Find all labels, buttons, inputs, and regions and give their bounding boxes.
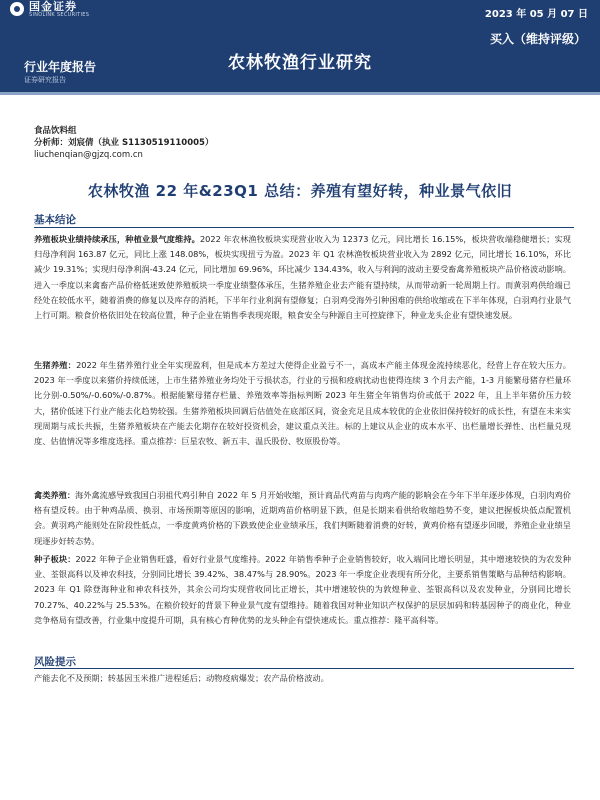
paragraph-body: 海外禽流感导致我国白羽祖代鸡引种自 2022 年 5 月开始收缩，预计商品代鸡苗与肉鸡产能的影响会在今年下半年逐步体现，白羽肉鸡价格有望反转。由于种鸡品质、换羽、市场预期等原因的影响，近期鸡苗价格明显下跌，但是长期来看供给收缩趋势不变，建议把握板块低点配置机会。黄羽鸡产能则处在阶段性低点，一季度黄鸡价格的下跌致使企业业绩承压，我们判断随着消费的好转，黄鸡价格有望逐步回暖，养殖企业业绩呈现逐步好转态势。 [34,490,571,546]
analyst-info [34,125,213,161]
paragraph-lead: 禽类养殖： [34,490,76,500]
logo-icon [10,2,24,16]
section-rule [34,668,574,669]
paragraph-risk: 产能去化不及预期；转基因玉米推广进程延后；动物疫病爆发；农产品价格波动。 [34,673,329,683]
analyst-name: 分析师：刘宸倩（执业 S1130519110005） [34,138,214,148]
section-title-conclusion: 基本结论 [34,214,76,226]
analyst-email: liuchenqian@gjzq.com.cn [34,150,143,160]
industry-title: 农林牧渔行业研究 [228,53,372,73]
report-type: 行业年度报告 [24,60,97,74]
paragraph-hog [34,358,571,449]
paragraph-lead: 生猪养殖： [34,360,77,370]
page-title: 农林牧渔 22 年&23Q1 总结：养殖有望好转，种业景气依旧 [87,182,513,200]
paragraph-overview [34,232,571,323]
report-date: 2023 年 05 月 07 日 [484,9,588,20]
paragraph-lead: 种子板块： [34,554,76,564]
section-rule [34,227,574,228]
logo-name: 国金证券 [29,0,77,13]
paragraph-lead: 养殖板块业绩持续承压，种植业景气度维持。 [34,234,200,244]
company-logo [10,0,89,18]
paragraph-body: 2022 年生猪养殖行业全年实现盈利，但是成本方差过大使得企业盈亏不一，高成本产能主体现金流持续恶化，经营上存在较大压力。2023 年一季度以来猪价持续低迷，上市生猪养殖业务均处于亏损状态，行业的亏损和疫病扰动也使得连续 3 个月去产能，1-3 月能繁母猪存栏量环比分别-0.50%/-0.60%/-0.87%。根据能繁母猪存栏量、养殖效率等指标判断 2023 年生猪全年销售均价或低于 2022 年，且上半年猪价压力较大，猪价低迷下行业产能去化趋势较强。生猪养殖板块回调后估值处在底部区间，资金充足且成本较优的企业依旧保持较好的成长性，有望在未来实现周期与成长共振，生猪养殖板块在产能去化期存在较好投资机会，建议重点关注。标的上建议从企业的成本水平、出栏量增长弹性、出栏量兑现度、估值情况等多维度选择。重点推荐：巨星农牧、新五丰、温氏股份、牧原股份等。 [34,360,571,447]
paragraph-poultry [34,488,571,549]
rating: 买入（维持评级） [489,32,586,46]
report-subtype: 证券研究报告 [24,76,66,84]
header-divider [0,92,600,95]
research-group: 食品饮料组 [34,126,77,136]
paragraph-seed [34,552,571,628]
paragraph-body: 2022 年农林渔牧板块实现营业收入为 12373 亿元，同比增长 16.15%，板块营收端稳健增长；实现归母净利润 163.87 亿元，同比上涨 148.08%，板块实现扭亏为盈。2023 年 Q1 农林渔牧板块营业收入为 2892 亿元，同比增长 16.10%，环比减少 19.31%；实现归母净利润-43.24 亿元，同比增加 69.96%，环比减少 134.43%，收入与利润的波动主要受畜禽养殖板块产品价格波动影响。进入一季度以来禽畜产品价格低迷致使养殖板块一季度业绩整体承压，生猪养殖企业去产能有望持续，从而带动新一轮周期上行。而黄羽鸡供给端已经处在较低水平，随着消费的修复以及库存的消耗，下半年行业利润有望修复；白羽鸡受海外引种困难的供给收缩或在下半年体现，白羽鸡行业景气上行可期。粮食价格依旧处在较高位置，种子企业在销售季表现亮眼，粮食安全与种源自主可控旋律下，种业龙头企业有望快速发展。 [34,234,571,321]
section-title-risk: 风险提示 [34,656,76,668]
paragraph-body: 2022 年种子企业销售旺盛，看好行业景气度维持。2022 年销售季种子企业销售较好，收入端同比增长明显，其中增速较快的为农发种业、荃银高科以及神农科技，分别同比增长 39.42%、38.47%与 28.90%。2023 年一季度企业表现有所分化，主要系销售策略与品种结构影响。2023 年 Q1 除登海种业和神农科技外，其余公司均实现营收同比正增长，其中增速较快的为敦煌种业、荃银高科以及农发种业，分别同比增长 70.27%、40.22%与 25.53%。在粮价较好的背景下种业景气度有望维持。随着我国对种业知识产权保护的层层加码和转基因种子的商业化，种业竞争格局有望改善，行业集中度提升可期，具有核心育种优势的龙头种企有望快速成长。重点推荐：隆平高科等。 [34,554,571,625]
logo-name-en: SINOLINK SECURITIES [29,11,90,18]
